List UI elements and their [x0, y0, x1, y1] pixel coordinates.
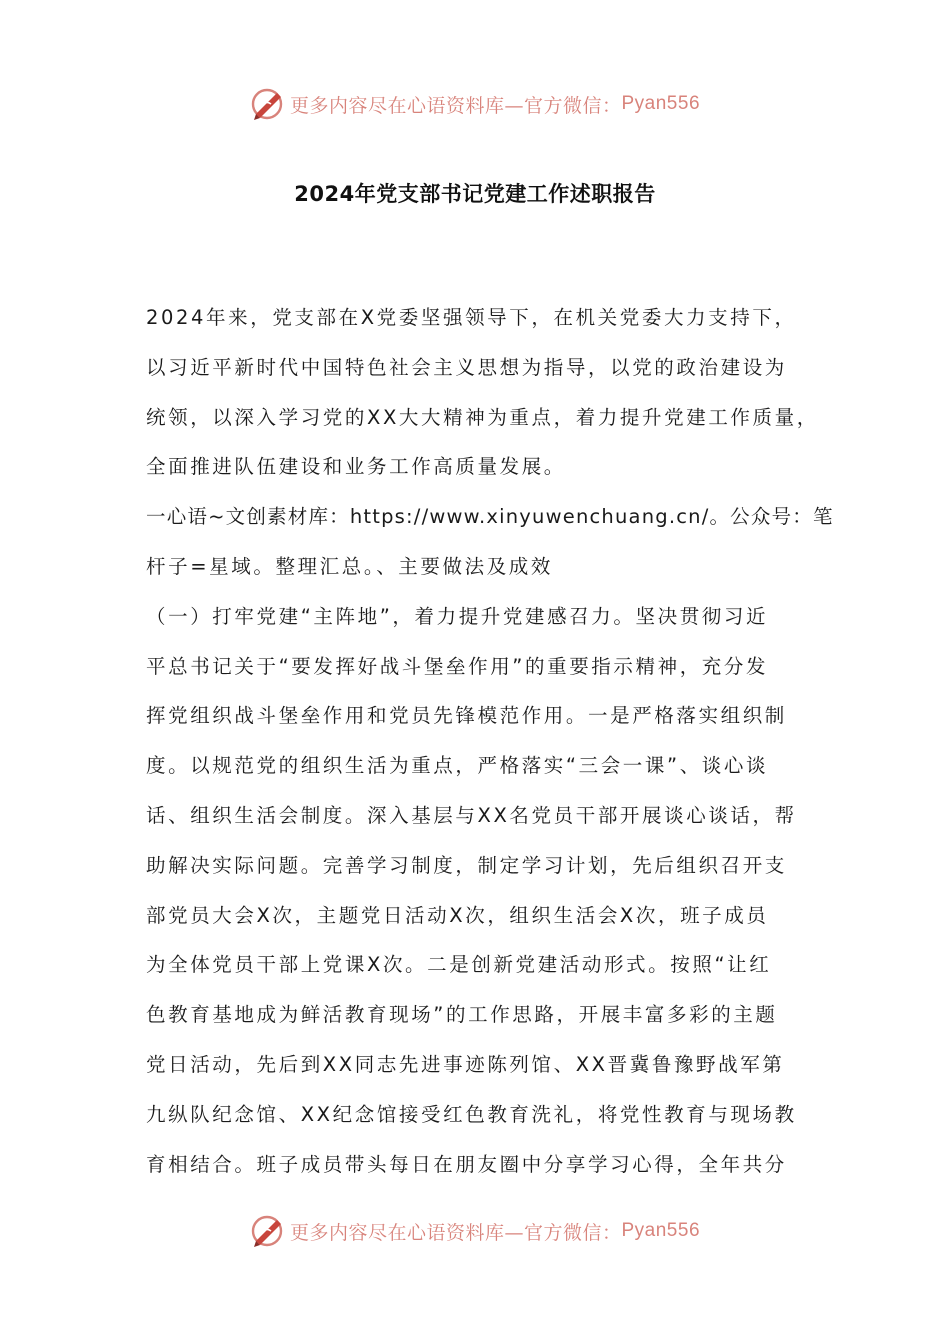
- pen-logo-icon: [250, 86, 286, 122]
- body-line: 平总书记关于“要发挥好战斗堡垒作用”的重要指示精神，充分发: [146, 654, 769, 678]
- body-line: 挥党组织战斗堡垒作用和党员先锋模范作用。一是严格落实组织制: [146, 704, 787, 728]
- body-line: （一）打牢党建“主阵地”，着力提升党建感召力。坚决贯彻习近: [146, 604, 769, 628]
- watermark-wechat-id: Pyan556: [621, 93, 701, 114]
- body-line: 杆子=星域。整理汇总。、主要做法及成效: [146, 554, 553, 578]
- watermark-text: 更多内容尽在心语资料库—官方微信：: [289, 1221, 622, 1244]
- watermark-wechat-id: Pyan556: [621, 1220, 701, 1241]
- body-line: 色教育基地成为鲜活教育现场”的工作思路，开展丰富多彩的主题: [146, 1003, 778, 1027]
- pen-logo-icon: [250, 1213, 286, 1249]
- body-line: 九纵队纪念馆、XX纪念馆接受红色教育洗礼，将党性教育与现场教: [146, 1102, 797, 1126]
- body-line: 统领，以深入学习党的XX大大精神为重点，着力提升党建工作质量，: [146, 405, 819, 429]
- document-body: [146, 293, 834, 1189]
- body-line: 度。以规范党的组织生活为重点，严格落实“三会一课”、谈心谈: [146, 754, 769, 778]
- watermark-text: 更多内容尽在心语资料库—官方微信：: [289, 94, 622, 117]
- body-line: 2024年来，党支部在X党委坚强领导下，在机关党委大力支持下，: [146, 306, 797, 329]
- body-line: 为全体党员干部上党课X次。二是创新党建活动形式。按照“让红: [146, 953, 772, 977]
- watermark-footer: [0, 1211, 950, 1251]
- watermark-header: [0, 84, 950, 124]
- document-title: 2024年党支部书记党建工作述职报告: [294, 182, 656, 206]
- body-line: 以习近平新时代中国特色社会主义思想为指导，以党的政治建设为: [146, 355, 787, 379]
- body-line: 话、组织生活会制度。深入基层与XX名党员干部开展谈心谈话，帮: [146, 803, 797, 827]
- body-line: 部党员大会X次，主题党日活动X次，组织生活会X次，班子成员: [146, 903, 769, 927]
- body-line: 一心语~文创素材库：https://www.xinyuwenchuang.cn/。公众号：笔: [146, 505, 834, 529]
- body-line: 育相结合。班子成员带头每日在朋友圈中分享学习心得，全年共分: [146, 1152, 787, 1176]
- body-line: 全面推进队伍建设和业务工作高质量发展。: [146, 455, 566, 479]
- body-line: 助解决实际问题。完善学习制度，制定学习计划，先后组织召开支: [146, 853, 787, 877]
- body-line: 党日活动，先后到XX同志先进事迹陈列馆、XX晋冀鲁豫野战军第: [146, 1052, 785, 1076]
